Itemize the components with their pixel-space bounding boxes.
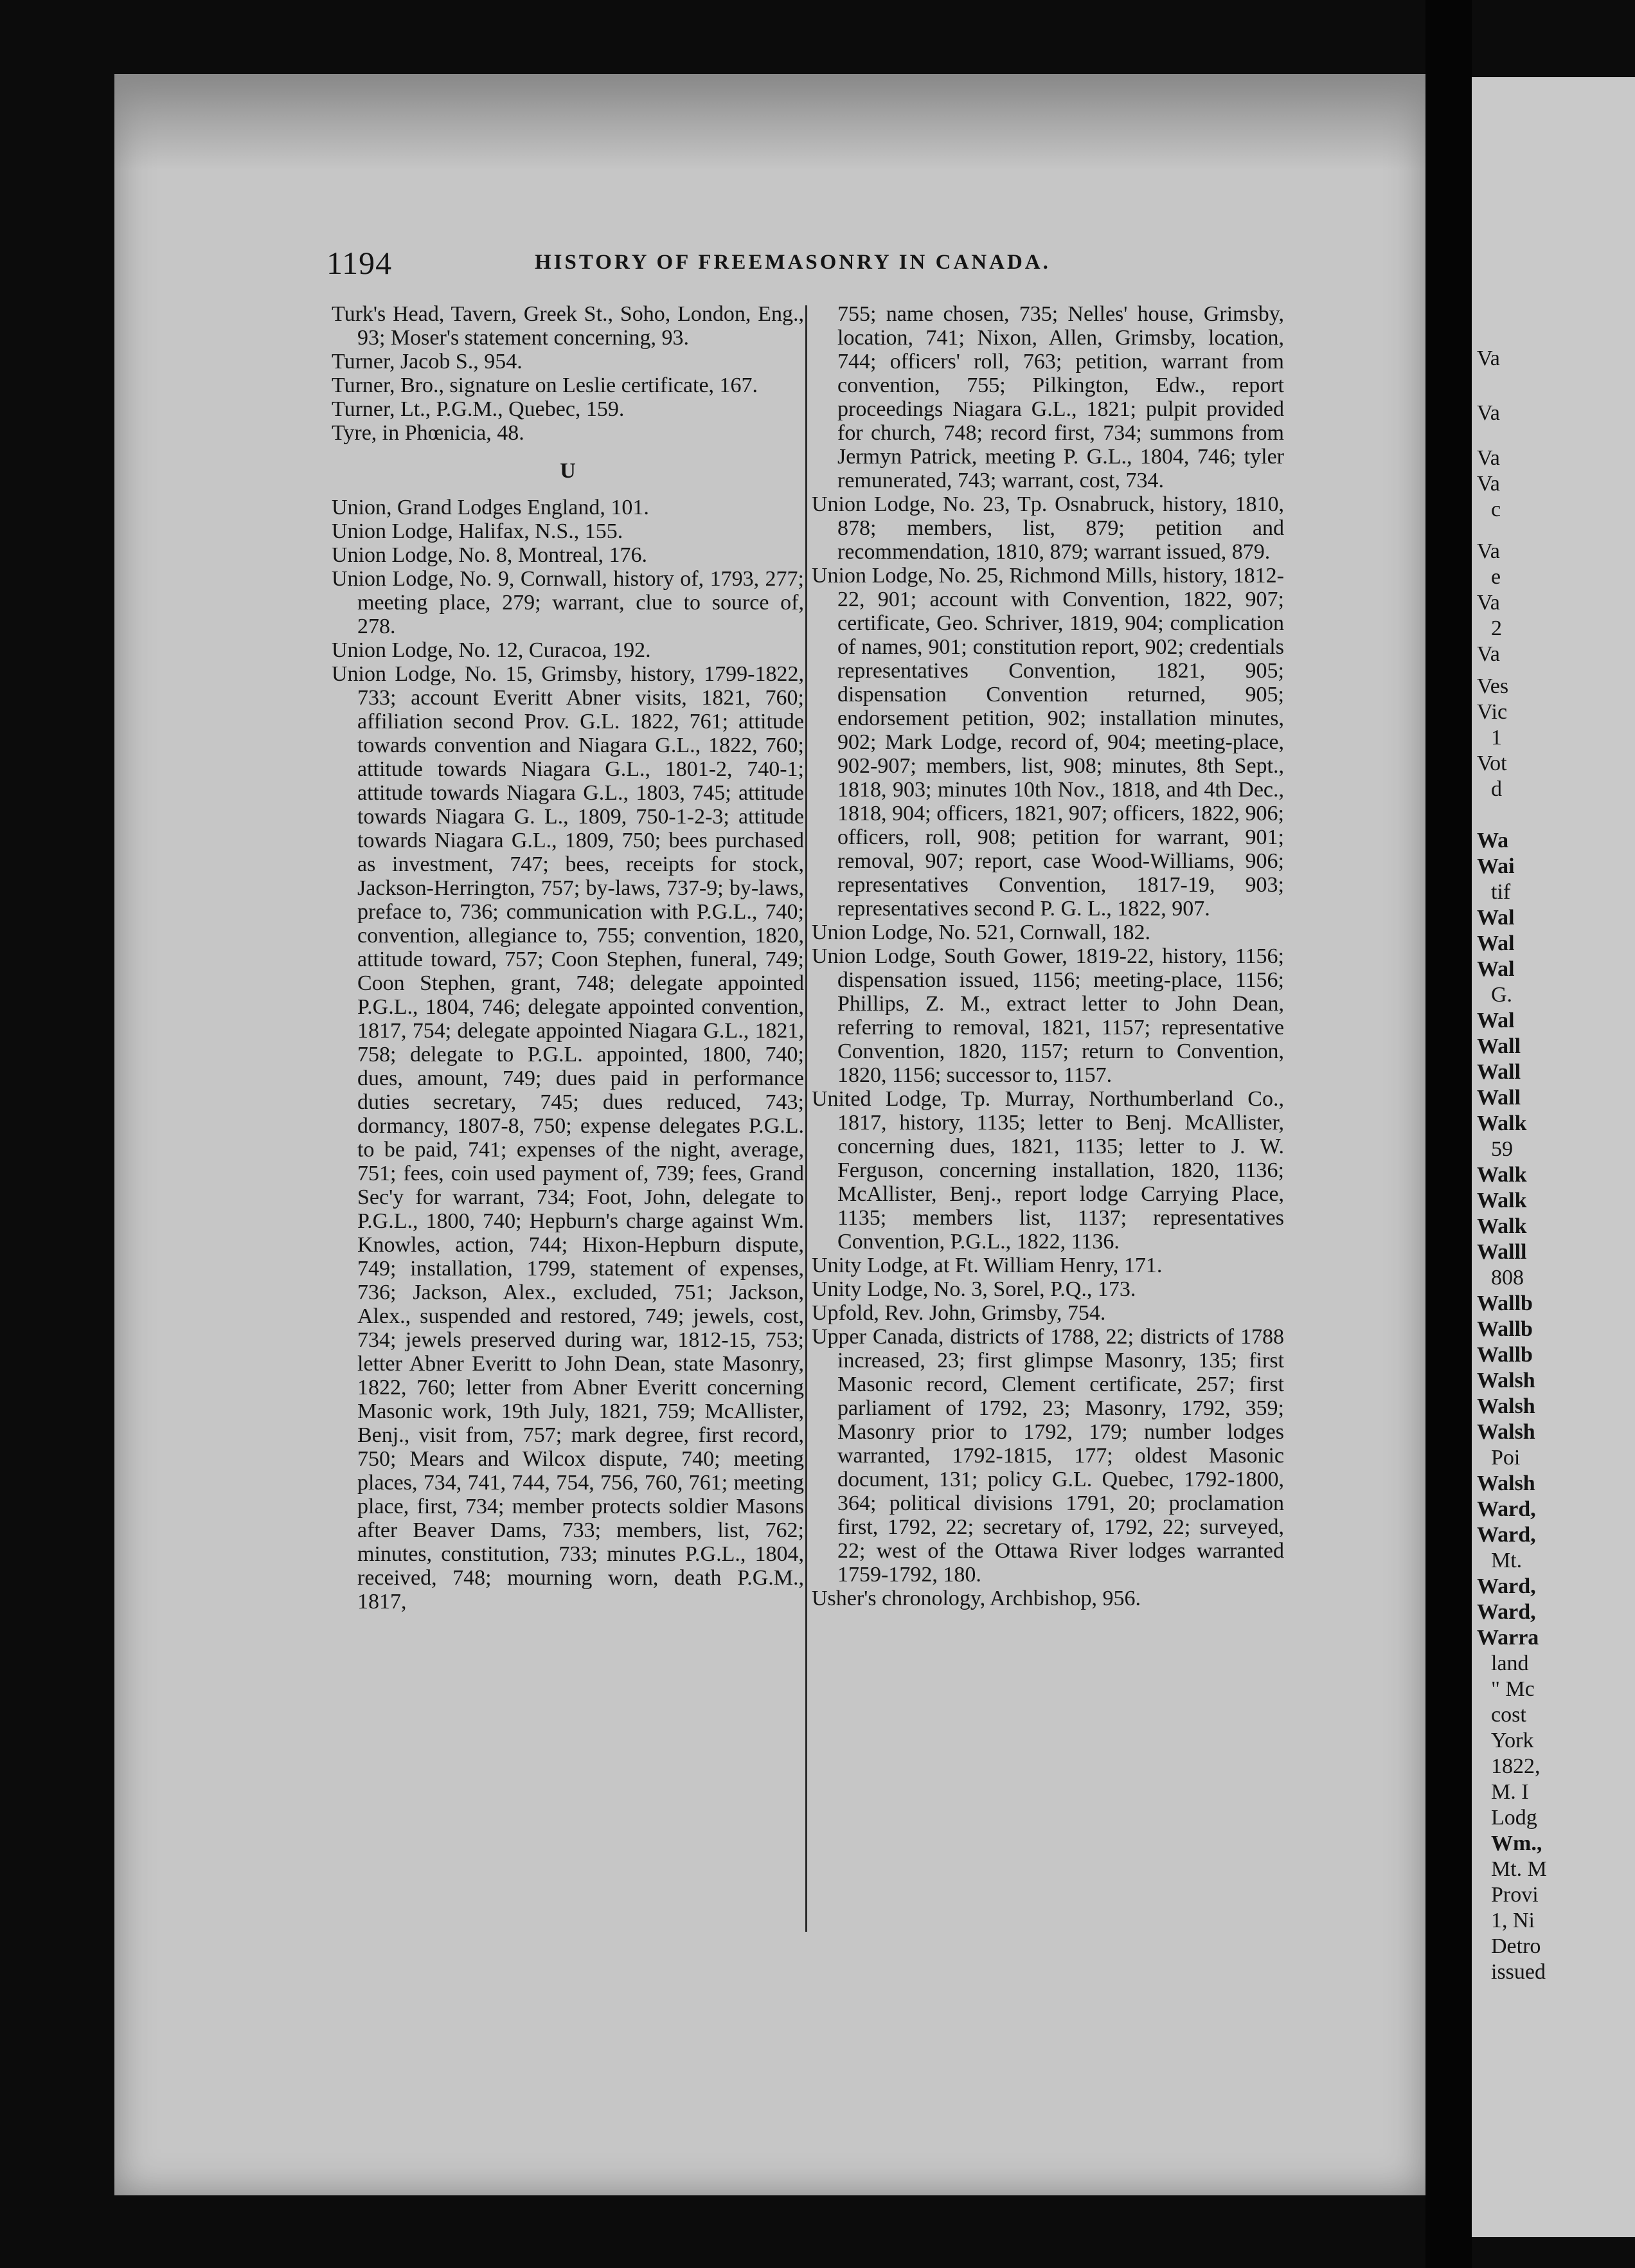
adjacent-page-fragment: Wal <box>1477 1009 1515 1032</box>
index-entry: Tyre, in Phœnicia, 48. <box>332 421 524 445</box>
adjacent-page-fragment: Vic <box>1477 700 1508 724</box>
adjacent-page-fragment: Mt. M <box>1491 1857 1547 1881</box>
adjacent-page-fragment: " Mc <box>1491 1677 1535 1701</box>
adjacent-page-fragment: Detro <box>1491 1934 1541 1958</box>
index-entry: Unity Lodge, No. 3, Sorel, P.Q., 173. <box>812 1277 1136 1301</box>
adjacent-page-fragment: Walsh <box>1477 1420 1535 1444</box>
index-entry: Union Lodge, South Gower, 1819-22, history, 1156; dispensation issued, 1156; meeting-place, 1156; Phillips, Z. M., extract letter to John Dean, referring to removal, 1821, 1157; representative Convention, 1820, 1157; return to Convention, 1820, 1156; successor to, 1157. <box>812 944 1284 1087</box>
adjacent-page-fragment: Mt. <box>1491 1549 1523 1572</box>
adjacent-page-fragment: cost <box>1491 1703 1526 1727</box>
adjacent-page-fragment: Walsh <box>1477 1369 1535 1392</box>
page-number: 1194 <box>326 245 393 281</box>
adjacent-page-fragment: Ward, <box>1477 1574 1536 1598</box>
adjacent-page-fragment: Walk <box>1477 1163 1527 1187</box>
adjacent-page-fragment: Wm., <box>1491 1832 1542 1855</box>
adjacent-page-fragment: Wallb <box>1477 1317 1533 1341</box>
adjacent-page-fragment: Wallb <box>1477 1343 1533 1367</box>
adjacent-page-fragment: Wai <box>1477 854 1515 878</box>
adjacent-page-fragment: Ward, <box>1477 1523 1536 1547</box>
adjacent-page-fragment: Va <box>1477 401 1500 425</box>
adjacent-page-fragment: Walsh <box>1477 1394 1535 1418</box>
adjacent-page-fragment: 2 <box>1491 616 1502 640</box>
adjacent-page-fragment: c <box>1491 498 1501 521</box>
entry-continuation: 755; name chosen, 735; Nelles' house, Grimsby, location, 741; Nixon, Allen, Grimsby, location, 744; officers' roll, 763; petition, warrant from convention, 755; Pilkington, Edw., report proceedings Niagara G.L., 1821; pulpit provided for church, 748; record first, 734; summons from Jermyn Patrick, meeting P. G.L., 1804, 746; tyler remunerated, 743; warrant, cost, 734. <box>837 302 1284 492</box>
adjacent-page-fragment: Vot <box>1477 752 1507 775</box>
adjacent-page <box>1472 77 1635 2237</box>
index-entry: Turk's Head, Tavern, Greek St., Soho, London, Eng., 93; Moser's statement concerning, 93. <box>332 302 804 350</box>
adjacent-page-fragment: tif <box>1491 880 1511 904</box>
adjacent-page-fragment: Va <box>1477 591 1500 615</box>
right-column <box>812 302 1284 1610</box>
adjacent-page-fragment: Wal <box>1477 932 1515 955</box>
adjacent-page-fragment: Warra <box>1477 1626 1539 1650</box>
index-entry: Turner, Jacob S., 954. <box>332 350 523 374</box>
adjacent-page-fragment: Wallb <box>1477 1292 1533 1315</box>
adjacent-page-fragment: M. I <box>1491 1780 1529 1804</box>
adjacent-page-fragment: 808 <box>1491 1266 1524 1290</box>
adjacent-page-fragment: Wal <box>1477 957 1515 981</box>
adjacent-page-fragment: Walk <box>1477 1112 1527 1135</box>
adjacent-page-fragment: land <box>1491 1652 1529 1675</box>
adjacent-page-fragment: Walll <box>1477 1240 1527 1264</box>
index-entry: United Lodge, Tp. Murray, Northumberland Co., 1817, history, 1135; letter to Benj. McAllister, concerning dues, 1821, 1135; letter to J. W. Ferguson, concerning installation, 1820, 1136; McAllister, Benj., report lodge Carrying Place, 1135; members list, 1137; representatives Convention, P.G.L., 1822, 1136. <box>812 1087 1284 1254</box>
adjacent-page-fragment: Ves <box>1477 674 1509 698</box>
index-entry: Union, Grand Lodges England, 101. <box>332 496 649 519</box>
adjacent-page-fragment: Walsh <box>1477 1472 1535 1495</box>
adjacent-page-fragment: 59 <box>1491 1137 1513 1161</box>
adjacent-page-fragment: Wall <box>1477 1086 1521 1110</box>
index-entry: Turner, Lt., P.G.M., Quebec, 159. <box>332 397 625 421</box>
adjacent-page-fragment: Wall <box>1477 1034 1521 1058</box>
adjacent-page-fragment: 1 <box>1491 726 1502 750</box>
adjacent-page-fragment: Lodg <box>1491 1806 1537 1830</box>
adjacent-page-fragment: Walk <box>1477 1189 1527 1212</box>
adjacent-page-fragment: Walk <box>1477 1214 1527 1238</box>
column-rule <box>805 305 807 1932</box>
index-entry: Union Lodge, No. 23, Tp. Osnabruck, history, 1810, 878; members, list, 879; petition and recommendation, 1810, 879; warrant issued, 879. <box>812 492 1284 564</box>
running-head: HISTORY OF FREEMASONRY IN CANADA. <box>535 251 1051 274</box>
adjacent-page-fragment: 1, Ni <box>1491 1909 1535 1932</box>
adjacent-page-fragment: d <box>1491 777 1502 801</box>
adjacent-page-fragment: Va <box>1477 346 1500 370</box>
index-entry: Union Lodge, No. 9, Cornwall, history of, 1793, 277; meeting place, 279; warrant, clue to source of, 278. <box>332 567 804 638</box>
adjacent-page-fragment: Va <box>1477 472 1500 496</box>
adjacent-page-fragment: 1822, <box>1491 1754 1541 1778</box>
adjacent-page-fragment: G. <box>1491 983 1513 1007</box>
adjacent-page-fragment: Wal <box>1477 906 1515 930</box>
adjacent-page-fragment: York <box>1491 1729 1534 1752</box>
index-entry: Unity Lodge, at Ft. William Henry, 171. <box>812 1254 1163 1277</box>
index-entry: Union Lodge, No. 8, Montreal, 176. <box>332 543 648 567</box>
adjacent-page-fragments <box>1472 77 1635 2237</box>
left-column <box>332 302 804 1614</box>
adjacent-page-fragment: Va <box>1477 446 1500 470</box>
section-letter: U <box>560 459 576 483</box>
index-entry: Union Lodge, No. 12, Curacoa, 192. <box>332 638 651 662</box>
scan-shadow <box>114 74 1425 170</box>
adjacent-page-fragment: Wa <box>1477 829 1509 852</box>
index-entry: Union Lodge, Halifax, N.S., 155. <box>332 519 623 543</box>
index-entry: Upfold, Rev. John, Grimsby, 754. <box>812 1301 1106 1325</box>
adjacent-page-fragment: Ward, <box>1477 1600 1536 1624</box>
adjacent-page-fragment: e <box>1491 565 1501 589</box>
index-entry: Union Lodge, No. 521, Cornwall, 182. <box>812 921 1150 944</box>
index-entry: Union Lodge, No. 15, Grimsby, history, 1799-1822, 733; account Everitt Abner visits, 1821, 760; affiliation second Prov. G.L. 1822, 761; attitude towards convention and Niagara G.L., 1822, 760; attitude towards Niagara G.L., 1801-2, 740-1; attitude towards Niagara G.L., 1803, 745; attitude towards Niagara G. L., 1809, 750-1-2-3; attitude towards Niagara G.L., 1809, 750; bees purchased as investment, 747; bees, receipts for stock, Jackson-Herrington, 757; by-laws, 737-9; by-laws, preface to, 736; communication with P.G.L., 740; convention, allegiance to, 755; convention, 1820, attitude toward, 757; Coon Stephen, funeral, 749; Coon Stephen, grant, 748; delegate appointed P.G.L., 1804, 746; delegate appointed convention, 1817, 754; delegate appointed Niagara G.L., 1821, 758; delegate to P.G.L. appointed, 1800, 740; dues, amount, 749; dues paid in performance duties secretary, 745; dues reduced, 743; dormancy, 1807-8, 750; expense delegates P.G.L. to be paid, 741; expenses of the night, average, 751; fees, coin used payment of, 739; fees, Grand Sec'y for warrant, 734; Foot, John, delegate to P.G.L., 1800, 740; Hepburn's charge against Wm. Knowles, action, 744; Hixon-Hepburn dispute, 749; installation, 1799, statement of expenses, 736; Jackson, Alex., excluded, 751; Jackson, Alex., suspended and restored, 749; jewels, cost, 734; jewels preserved during war, 1812-15, 753; letter Abner Everitt to John Dean, state Masonry, 1822, 760; letter from Abner Everitt concerning Masonic work, 19th July, 1821, 759; McAllister, Benj., visit from, 757; mark degree, first record, 750; Mears and Wilcox dispute, 740; meeting places, 734, 741, 744, 754, 756, 760, 761; meeting place, first, 734; member protects soldier Masons after Beaver Dams, 733; members, list, 762; minutes, constitution, 733; minutes P.G.L., 1804, received, 748; mourning worn, death P.G.M., 1817, <box>332 662 804 1614</box>
index-entry: Turner, Bro., signature on Leslie certificate, 167. <box>332 374 758 397</box>
adjacent-page-fragment: issued <box>1491 1960 1546 1984</box>
index-entry: Union Lodge, No. 25, Richmond Mills, history, 1812-22, 901; account with Convention, 1822, 907; certificate, Geo. Schriver, 1819, 904; complication of names, 901; constitution report, 902; credentials representatives Convention, 1821, 905; dispensation Convention returned, 905; endorsement petition, 902; installation minutes, 902; Mark Lodge, record of, 904; meeting-place, 902-907; members, list, 908; minutes, 8th Sept., 1818, 903; minutes 10th Nov., 1818, and 4th Dec., 1818, 904; officers, 1821, 907; officers, 1822, 906; officers, roll, 908; petition for warrant, 901; removal, 907; report, case Wood-Williams, 906; representatives Convention, 1817-19, 903; representatives second P. G. L., 1822, 907. <box>812 564 1284 921</box>
book-gutter <box>1425 0 1472 2268</box>
adjacent-page-fragment: Va <box>1477 642 1500 666</box>
index-entry: Upper Canada, districts of 1788, 22; districts of 1788 increased, 23; first glimpse Masonry, 135; first Masonic record, Clement certificate, 257; first parliament of 1792, 23; Masonry, 1792, 359; Masonry prior to 1792, 179; number lodges warranted, 1792-1815, 177; oldest Masonic document, 131; policy G.L. Quebec, 1792-1800, 364; political divisions 1791, 20; proclamation first, 1792, 22; secretary of, 1792, 22; surveyed, 22; west of the Ottawa River lodges warranted 1759-1792, 180. <box>812 1325 1284 1587</box>
index-entry: Usher's chronology, Archbishop, 956. <box>812 1587 1141 1610</box>
adjacent-page-fragment: Wall <box>1477 1060 1521 1084</box>
adjacent-page-fragment: Va <box>1477 539 1500 563</box>
book-page <box>114 74 1425 2195</box>
adjacent-page-fragment: Ward, <box>1477 1497 1536 1521</box>
adjacent-page-fragment: Provi <box>1491 1883 1539 1907</box>
adjacent-page-fragment: Poi <box>1491 1446 1521 1470</box>
